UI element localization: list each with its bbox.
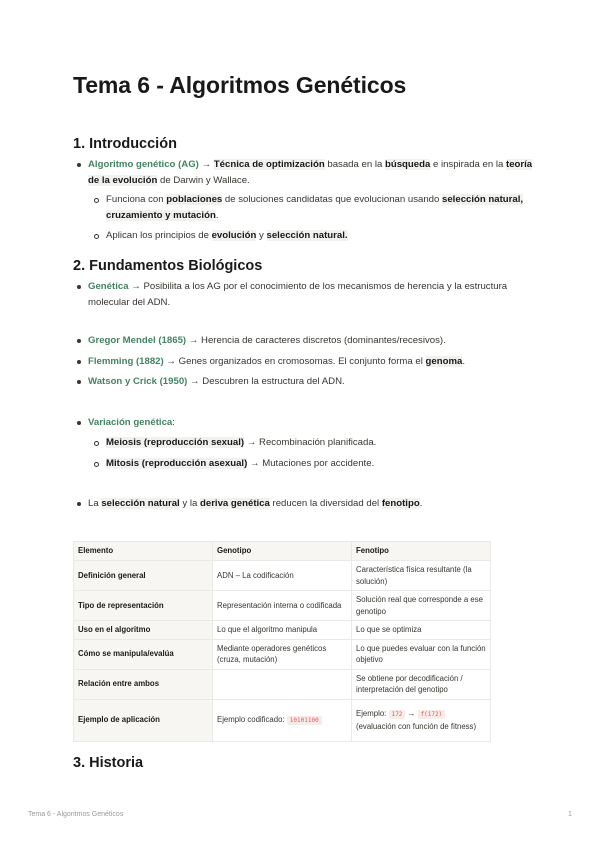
table-cell: Lo que el algoritmo manipula bbox=[213, 621, 352, 640]
table-row bbox=[74, 639, 491, 669]
list-item: Algoritmo genético (AG) → Técnica de optimización basada en la búsqueda e inspirada en la teoría de la evolución de Darwin y Wallace. bbox=[88, 157, 533, 189]
table-row bbox=[74, 669, 491, 699]
table-cell: Característica física resultante (la solución) bbox=[352, 561, 491, 591]
code-inline: 172 bbox=[389, 710, 406, 719]
row-label: Definición general bbox=[74, 561, 213, 591]
footer-title: Tema 6 - Algoritmos Genéticos bbox=[28, 811, 124, 818]
list-item: Flemming (1882) → Genes organizados en cromosomas. El conjunto forma el genoma. bbox=[88, 354, 533, 370]
row-label: Tipo de representación bbox=[74, 591, 213, 621]
table-cell: ADN – La codificación bbox=[213, 561, 352, 591]
row-label: Uso en el algoritmo bbox=[74, 621, 213, 640]
section-heading-introduccion: 1. Introducción bbox=[73, 136, 177, 152]
row-label: Cómo se manipula/evalúa bbox=[74, 639, 213, 669]
table-row bbox=[74, 699, 491, 741]
code-inline: f(172) bbox=[418, 710, 446, 719]
table-cell: Representación interna o codificada bbox=[213, 591, 352, 621]
table-header-cell: Genotipo bbox=[213, 542, 352, 561]
genotype-phenotype-table bbox=[73, 541, 491, 742]
list-item: Variación genética: bbox=[88, 415, 533, 431]
page-title: Tema 6 - Algoritmos Genéticos bbox=[73, 72, 407, 98]
table-body bbox=[74, 542, 491, 742]
table-cell: Ejemplo codificado: 10101100 bbox=[213, 699, 352, 741]
code-inline: 10101100 bbox=[287, 716, 322, 725]
table-cell: Se obtiene por decodificación / interpretación del genotipo bbox=[352, 669, 491, 699]
list-item: Meiosis (reproducción sexual) → Recombinación planificada. bbox=[106, 435, 526, 451]
table-cell bbox=[213, 669, 352, 699]
table-cell: Lo que se optimiza bbox=[352, 621, 491, 640]
row-label: Relación entre ambos bbox=[74, 669, 213, 699]
page-number: 1 bbox=[568, 811, 572, 818]
table-cell: Ejemplo: 172 → f(172) (evaluación con función de fitness) bbox=[352, 699, 491, 741]
list-item: Aplican los principios de evolución y selección natural. bbox=[106, 228, 526, 244]
table-header-cell: Elemento bbox=[74, 542, 213, 561]
list-item: Gregor Mendel (1865) → Herencia de caracteres discretos (dominantes/recesivos). bbox=[88, 333, 533, 349]
section-heading-fundamentos: 2. Fundamentos Biológicos bbox=[73, 258, 263, 274]
list-item: Watson y Crick (1950) → Descubren la estructura del ADN. bbox=[88, 374, 533, 390]
list-item: La selección natural y la deriva genética reducen la diversidad del fenotipo. bbox=[88, 496, 533, 512]
table-header-cell: Fenotipo bbox=[352, 542, 491, 561]
table-cell: Lo que puedes evaluar con la función objetivo bbox=[352, 639, 491, 669]
row-label: Ejemplo de aplicación bbox=[74, 699, 213, 741]
section-heading-historia: 3. Historia bbox=[73, 755, 144, 771]
table-cell: Solución real que corresponde a ese genotipo bbox=[352, 591, 491, 621]
list-item: Genética → Posibilita a los AG por el conocimiento de los mecanismos de herencia y la estructura molecular del ADN. bbox=[88, 279, 533, 311]
table-row bbox=[74, 621, 491, 640]
table-cell: Mediante operadores genéticos (cruza, mutación) bbox=[213, 639, 352, 669]
table-row bbox=[74, 591, 491, 621]
list-item: Funciona con poblaciones de soluciones candidatas que evolucionan usando selección natural, cruzamiento y mutación. bbox=[106, 192, 526, 224]
table-row bbox=[74, 561, 491, 591]
list-item: Mitosis (reproducción asexual) → Mutaciones por accidente. bbox=[106, 456, 526, 472]
table-header-row bbox=[74, 542, 491, 561]
